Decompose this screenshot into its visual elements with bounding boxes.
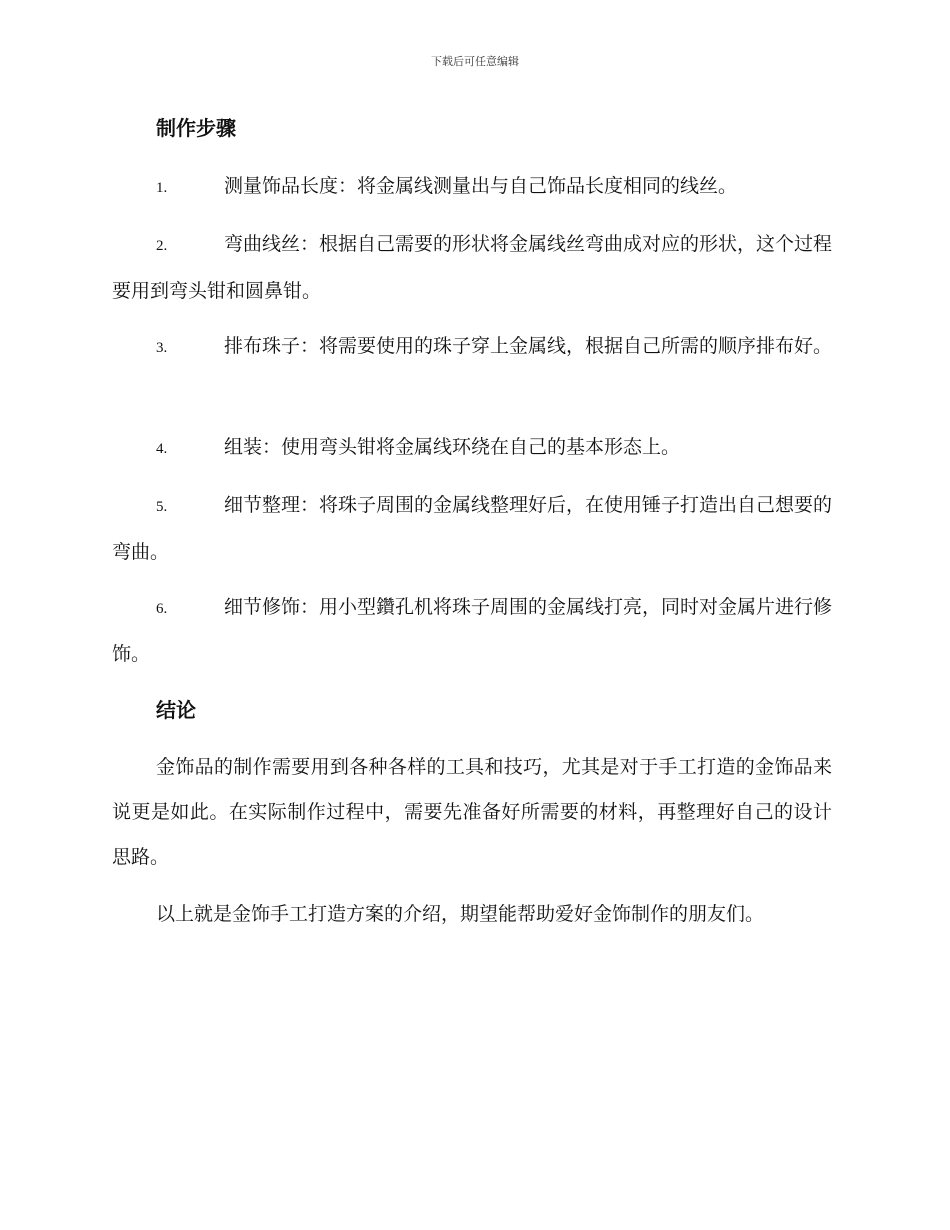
step-item-2 bbox=[112, 222, 832, 314]
step-item-1 bbox=[112, 164, 832, 211]
step-number: 1. bbox=[156, 180, 168, 196]
step-item-6 bbox=[112, 585, 832, 677]
step-number: 6. bbox=[156, 601, 168, 617]
step-number: 4. bbox=[156, 441, 168, 457]
step-text: 细节修饰：用小型鑽孔机将珠子周围的金属线打亮，同时对金属片进行修饰。 bbox=[112, 596, 833, 665]
page-header-note: 下载后可任意编辑 bbox=[431, 55, 519, 68]
step-number: 3. bbox=[156, 340, 168, 356]
step-text: 弯曲线丝：根据自己需要的形状将金属线丝弯曲成对应的形状，这个过程要用到弯头钳和圆鼻钳。 bbox=[112, 233, 833, 302]
closing-paragraph: 以上就是金饰手工打造方案的介绍，期望能帮助爱好金饰制作的朋友们。 bbox=[156, 903, 765, 925]
step-text: 细节整理：将珠子周围的金属线整理好后，在使用锤子打造出自己想要的弯曲。 bbox=[112, 494, 833, 563]
step-item-5 bbox=[112, 483, 832, 575]
steps-heading: 制作步骤 bbox=[156, 116, 236, 140]
conclusion-heading: 结论 bbox=[156, 698, 196, 722]
step-text: 排布珠子：将需要使用的珠子穿上金属线，根据自己所需的顺序排布好。 bbox=[224, 335, 833, 357]
step-item-3 bbox=[112, 324, 832, 371]
step-text: 组装：使用弯头钳将金属线环绕在自己的基本形态上。 bbox=[224, 436, 681, 458]
step-number: 2. bbox=[156, 238, 168, 254]
step-item-4 bbox=[112, 425, 832, 472]
step-number: 5. bbox=[156, 499, 168, 515]
conclusion-paragraph: 金饰品的制作需要用到各种各样的工具和技巧，尤其是对于手工打造的金饰品来说更是如此。在实际制作过程中，需要先准备好所需要的材料，再整理好自己的设计思路。 bbox=[112, 756, 832, 868]
step-text: 测量饰品长度：将金属线测量出与自己饰品长度相同的线丝。 bbox=[224, 175, 738, 197]
